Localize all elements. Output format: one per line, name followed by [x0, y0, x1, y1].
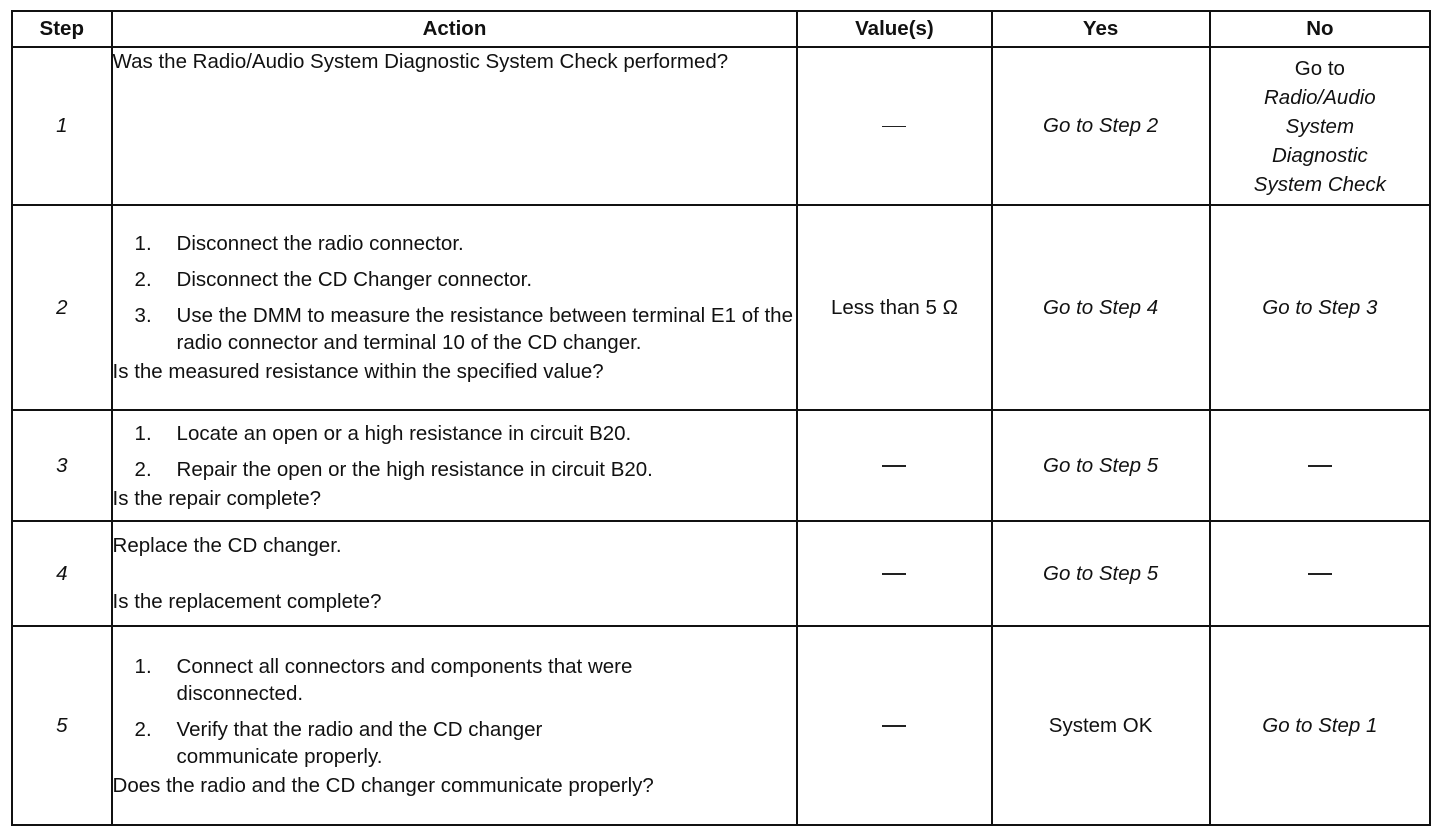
header-values: Value(s) [797, 11, 991, 47]
yes-cell: System OK [992, 626, 1210, 825]
table-row [12, 626, 1430, 825]
step-number: 3 [12, 410, 112, 521]
action-cell [112, 47, 798, 205]
table-row [12, 410, 1430, 521]
substep-list [113, 420, 797, 483]
no-line: System Check [1253, 173, 1386, 196]
no-line: System [1285, 115, 1355, 138]
step-number: 1 [12, 47, 112, 205]
substep-list [113, 653, 797, 770]
em-dash-value [882, 725, 906, 727]
no-line: Diagnostic [1272, 144, 1368, 167]
action-cell [112, 205, 798, 410]
value-cell [797, 626, 991, 825]
header-no: No [1210, 11, 1430, 47]
em-dash-value [1308, 573, 1332, 575]
yes-cell: Go to Step 5 [992, 410, 1210, 521]
value-cell [797, 410, 991, 521]
no-cell [1210, 47, 1430, 205]
em-dash-value [882, 465, 906, 467]
action-question: Is the measured resistance within the specified value? [112, 360, 604, 383]
action-cell [112, 410, 798, 521]
yes-cell: Go to Step 2 [992, 47, 1210, 205]
no-cell [1210, 410, 1430, 521]
yes-cell: Go to Step 5 [992, 521, 1210, 626]
header-step: Step [12, 11, 112, 47]
table-header-row [12, 11, 1430, 47]
em-dash-value [1308, 465, 1332, 467]
header-action: Action [112, 11, 798, 47]
substep-item: 2. Repair the open or the high resistance in circuit B20. [134, 457, 653, 481]
step-number: 5 [12, 626, 112, 825]
no-line: Radio/Audio [1264, 86, 1376, 109]
action-lead: Replace the CD changer. [112, 534, 342, 557]
action-question: Was the Radio/Audio System Diagnostic System Check performed? [112, 50, 729, 73]
substep-item: 1. Disconnect the radio connector. [134, 232, 464, 255]
action-cell [112, 521, 798, 626]
yes-cell: Go to Step 4 [992, 205, 1210, 410]
action-cell [112, 626, 798, 825]
table-row [12, 47, 1430, 205]
substep-item: 1. Connect all connectors and components that were disconnected. [134, 654, 633, 705]
action-question: Is the replacement complete? [112, 590, 382, 613]
table-row [12, 205, 1430, 410]
no-line: Go to [1294, 57, 1345, 80]
value-cell [797, 47, 991, 205]
substep-item: 3. Use the DMM to measure the resistance between terminal E1 of the radio connector and terminal 10 of the CD changer. [134, 304, 793, 354]
diagnostic-table [11, 10, 1431, 826]
header-yes: Yes [992, 11, 1210, 47]
table-row [12, 521, 1430, 626]
action-question: Is the repair complete? [112, 486, 322, 510]
substep-list [113, 230, 797, 356]
em-dash-value [882, 573, 906, 575]
no-cell: Go to Step 3 [1210, 205, 1430, 410]
value-cell [797, 521, 991, 626]
no-cell: Go to Step 1 [1210, 626, 1430, 825]
substep-item: 2. Verify that the radio and the CD changer communicate properly. [134, 717, 543, 768]
step-number: 2 [12, 205, 112, 410]
no-cell [1210, 521, 1430, 626]
value-cell: Less than 5 Ω [797, 205, 991, 410]
action-question: Does the radio and the CD changer communicate properly? [112, 773, 654, 797]
step-number: 4 [12, 521, 112, 626]
diagnostic-table-container [11, 10, 1431, 826]
substep-item: 2. Disconnect the CD Changer connector. [134, 268, 533, 291]
em-dash-value [882, 126, 906, 128]
substep-item: 1. Locate an open or a high resistance in circuit B20. [134, 421, 632, 445]
